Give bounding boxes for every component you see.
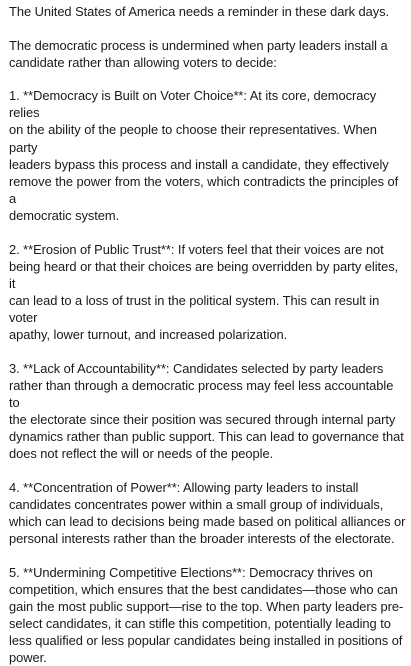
intro-paragraph: The United States of America needs a reminder in these dark days. [9, 4, 390, 19]
point-3-paragraph: 3. **Lack of Accountability**: Candidates selected by party leaders rather than through a democratic process may feel less accountable to the electorate since their position was secured through internal party dynamics rather than public support. This can lead to governance that does not reflect the will or needs of the people. [9, 360, 404, 462]
point-4-paragraph: 4. **Concentration of Power**: Allowing party leaders to install candidates concentrates power within a small group of individuals, which can lead to decisions being made based on political alliances or personal interests rather than the broader interests of the electorate. [9, 479, 406, 546]
document-body [9, 3, 407, 666]
point-2-paragraph: 2. **Erosion of Public Trust**: If voters feel that their voices are not being heard or that their choices are being overridden by party elites, it can lead to a loss of trust in the political system. This can result in voter apathy, lower turnout, and increased polarization. [9, 241, 399, 342]
lead-paragraph: The democratic process is undermined when party leaders install a candidate rather than allowing voters to decide: [9, 37, 388, 70]
point-5-paragraph: 5. **Undermining Competitive Elections**: Democracy thrives on competition, which ensures that the best candidates—those who can gain the most public support—rise to the top. When party leaders pre- select candidates, it can stifle this competition, potentially leading to less qualified or less popular candidates being installed in positions of power. [9, 564, 404, 665]
point-1-paragraph: 1. **Democracy is Built on Voter Choice**: At its core, democracy relies on the ability of the people to choose their representatives. When party leaders bypass this process and install a candidate, they effectively remove the power from the voters, which contradicts the principles of a democratic system. [9, 88, 399, 223]
